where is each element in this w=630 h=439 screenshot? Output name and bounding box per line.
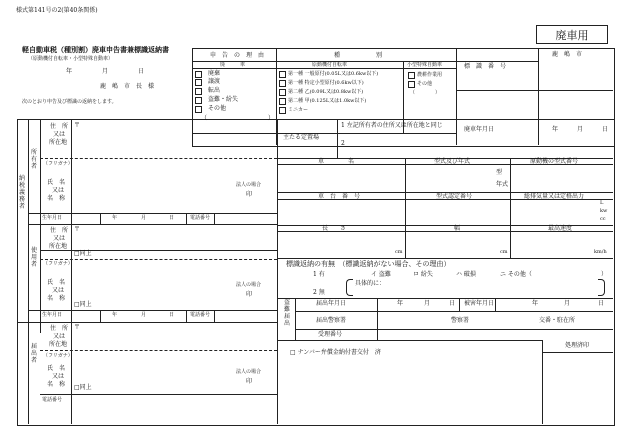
user-name-label-0: 氏 名 xyxy=(47,279,66,286)
reason-option-1: 譲渡 xyxy=(208,78,221,85)
notifier-postal-mark: 〒 xyxy=(74,324,81,331)
stamp-text: 廃車用 xyxy=(555,28,589,42)
reason-close-paren: ） xyxy=(268,115,275,122)
notifier-section-label: 届出者 xyxy=(30,343,37,364)
vehicle-type-header: 型式及び年式 xyxy=(434,158,471,165)
reason-option-0: 廃棄 xyxy=(208,70,221,77)
owner-name-label-2: 名 称 xyxy=(47,195,66,202)
scrap-month: 月 xyxy=(577,126,584,133)
user-seal: 印 xyxy=(246,291,253,298)
damage-day: 日 xyxy=(598,300,605,307)
vehicle-name-header: 車 名 xyxy=(318,158,355,165)
special-checkbox-0[interactable] xyxy=(408,72,415,79)
theft-police-box: 交番・駐在所 xyxy=(539,317,576,324)
disp-unit-cc: cc xyxy=(600,216,606,222)
notifier-address-label-1: 又は xyxy=(53,333,66,340)
user-birth-day: 日 xyxy=(169,312,175,318)
taxpayer-section-label: 納税義務者 xyxy=(18,175,25,210)
moped-header: 原動機付自転車 xyxy=(312,62,348,68)
reason-checkbox-3[interactable] xyxy=(195,97,202,104)
theft-report-year: 年 xyxy=(397,300,404,307)
storage-option-1[interactable]: 2 xyxy=(341,140,345,147)
user-birth-year: 年 xyxy=(112,312,118,318)
owner-address-label-2: 所在地 xyxy=(49,139,68,146)
theft-report-month: 月 xyxy=(424,300,431,307)
damage-date-label: 被害年月日 xyxy=(464,300,495,307)
user-address-label-2: 所在地 xyxy=(49,243,68,250)
theft-police-station: 警察署 xyxy=(451,317,470,324)
owner-name-input[interactable] xyxy=(78,170,228,206)
user-birth-label: 生年月日 xyxy=(42,312,63,318)
form-number: 様式第141号の2(第40条関係) xyxy=(16,7,98,14)
date-month: 月 xyxy=(102,68,109,75)
processing-label: 処理済印 xyxy=(565,342,590,349)
disp-unit-l: L xyxy=(600,200,604,206)
detail-bracket-left xyxy=(346,279,353,296)
user-phone-input[interactable] xyxy=(216,311,275,321)
detail-bracket-right xyxy=(598,279,605,296)
user-address-label-1: 又は xyxy=(53,235,66,242)
reason-checkbox-1[interactable] xyxy=(195,79,202,86)
notifier-address-label-0: 住 所 xyxy=(50,325,69,332)
reason-checkbox-0[interactable] xyxy=(195,71,202,78)
special-option-0: 農耕作業用 xyxy=(417,72,443,78)
reason-open-paren: （ xyxy=(201,115,208,122)
user-birth-month: 月 xyxy=(141,312,147,318)
moped-checkbox-2[interactable] xyxy=(279,89,286,96)
user-furigana-label: （フリガナ） xyxy=(43,261,73,267)
moped-option-0: 第一種 一般原付(0.05L又は0.6kw以下) xyxy=(288,71,379,77)
plate-return-reason-3[interactable]: ニ その他（ xyxy=(500,271,532,278)
theft-report-date-label: 届出年月日 xyxy=(316,300,347,307)
reason-sub-header: 廃 車 xyxy=(220,62,246,68)
theft-report-day: 日 xyxy=(449,300,456,307)
owner-address-input[interactable] xyxy=(78,136,268,154)
notifier-seal: 印 xyxy=(246,378,253,385)
category-header: 種 別 xyxy=(334,52,383,59)
displacement-label: 総排気量又は定格出力 xyxy=(524,193,585,200)
user-name-label-2: 名 称 xyxy=(47,295,66,302)
plate-return-reason-1[interactable]: ロ 紛失 xyxy=(413,271,433,278)
engine-type-input[interactable] xyxy=(512,165,611,191)
date-day: 日 xyxy=(138,68,145,75)
user-seal-note: 法人の場合 xyxy=(236,282,262,288)
width-unit: cm xyxy=(500,249,508,255)
length-unit: cm xyxy=(395,249,403,255)
engine-type-header: 原動機の型式番号 xyxy=(530,158,579,165)
moped-checkbox-1[interactable] xyxy=(279,80,286,87)
owner-seal: 印 xyxy=(246,191,253,198)
disp-unit-kw: kw xyxy=(600,208,608,214)
moped-checkbox-3[interactable] xyxy=(279,98,286,105)
owner-name-label-1: 又は xyxy=(52,187,65,194)
owner-furigana-label: （フリガナ） xyxy=(43,161,73,167)
plate-return-reason-2[interactable]: ハ 破損 xyxy=(456,271,476,278)
user-label: 使用者 xyxy=(30,247,37,268)
special-paren: （ ） xyxy=(410,90,441,96)
vehicle-type-unit: 型 xyxy=(496,169,503,176)
owner-birth-year: 年 xyxy=(112,215,118,221)
theft-section-label: 盗難届出 xyxy=(283,299,290,327)
user-name-same[interactable]: □同上 xyxy=(74,301,92,308)
plate-city: 鹿 嶋 市 xyxy=(552,51,583,58)
speed-unit: km/h xyxy=(594,249,607,255)
reason-option-4: その他 xyxy=(208,105,227,112)
plate-label: 標 識 番 号 xyxy=(464,63,507,70)
notifier-name-label-0: 氏 名 xyxy=(47,365,66,372)
owner-postal-mark: 〒 xyxy=(74,122,81,129)
notifier-seal-note: 法人の場合 xyxy=(236,369,262,375)
user-address-same[interactable]: □同上 xyxy=(74,250,92,257)
owner-address-label-0: 住 所 xyxy=(50,123,69,130)
theft-receipt-input[interactable] xyxy=(379,330,540,339)
owner-address-label-1: 又は xyxy=(53,131,66,138)
user-address-label-0: 住 所 xyxy=(50,227,69,234)
theft-police-label: 届出警察署 xyxy=(316,317,347,324)
storage-label: 主たる定置場 xyxy=(283,134,320,141)
vehicle-year-unit: 年式 xyxy=(496,181,509,188)
owner-birth-day: 日 xyxy=(169,215,175,221)
moped-option-3: 第二種 甲(0.125L又は1.0kw以下) xyxy=(288,98,367,104)
scrap-year: 年 xyxy=(552,126,559,133)
storage-option-0[interactable]: 1 左記所有者の住所又は所在地と同じ xyxy=(341,122,443,129)
damage-year: 年 xyxy=(532,300,539,307)
notifier-phone-input[interactable] xyxy=(73,396,273,422)
notifier-furigana-label: （フリガナ） xyxy=(43,353,73,359)
stamp-box xyxy=(536,25,608,44)
moped-option-2: 第二種 乙(0.09L又は0.8kw以下) xyxy=(288,89,364,95)
plate-return-detail: 具体的に： xyxy=(355,280,386,287)
special-checkbox-1[interactable] xyxy=(408,81,415,88)
number-plate-fee-checkbox[interactable]: □ ナンバー弁償金納付書交付 済 xyxy=(290,349,381,356)
form-subtitle: （原動機付自転車・小型特殊自動車） xyxy=(28,56,114,62)
special-option-1: その他 xyxy=(417,81,433,87)
plate-return-no[interactable]: 2 無 xyxy=(313,289,325,296)
owner-seal-note: 法人の場合 xyxy=(236,182,262,188)
scrap-day: 日 xyxy=(602,126,609,133)
user-name-label-1: 又は xyxy=(52,287,65,294)
max-speed-label: 最高速度 xyxy=(548,225,573,232)
frame-number-label: 車 台 番 号 xyxy=(318,193,361,200)
reason-header: 申 告 の 理 由 xyxy=(210,52,265,59)
owner-birth-month: 月 xyxy=(141,215,147,221)
plate-return-title: 標識返納の有無 （標識返納がない場合、その理由） xyxy=(286,260,451,268)
user-postal-mark: 〒 xyxy=(74,226,81,233)
damage-month: 月 xyxy=(564,300,571,307)
width-label: 幅 xyxy=(454,225,461,232)
special-header: 小型特殊自動車 xyxy=(407,62,443,68)
date-year: 年 xyxy=(66,68,73,75)
frame-number-input[interactable] xyxy=(279,200,403,224)
vehicle-name-input[interactable] xyxy=(279,165,403,191)
notifier-same[interactable]: □同上 xyxy=(74,384,92,391)
reason-checkbox-2[interactable] xyxy=(195,88,202,95)
owner-phone-label: 電話番号 xyxy=(190,215,211,221)
moped-checkbox-0[interactable] xyxy=(279,71,286,78)
length-label: 長 さ xyxy=(322,225,347,232)
scrap-date-label: 廃車年月日 xyxy=(464,126,495,133)
reason-checkbox-4[interactable] xyxy=(195,106,202,113)
theft-receipt-label: 受理番号 xyxy=(318,331,343,338)
statement: 次のとおり申告及び標識の返納をします。 xyxy=(22,99,117,105)
addressee: 鹿 嶋 市 長 様 xyxy=(100,83,155,90)
notifier-name-label-2: 名 称 xyxy=(47,381,66,388)
plate-return-close-paren: ） xyxy=(601,271,608,278)
reason-option-2: 転出 xyxy=(208,87,221,94)
owner-birth-label: 生年月日 xyxy=(42,215,63,221)
owner-phone-input[interactable] xyxy=(216,214,275,223)
moped-option-1: 第一種 特定小型原付(0.6kw以下) xyxy=(288,80,364,86)
approval-number-label: 型式認定番号 xyxy=(436,193,473,200)
plate-return-reason-0[interactable]: イ 盗難 xyxy=(371,271,391,278)
owner-name-label-0: 氏 名 xyxy=(47,179,66,186)
notifier-address-label-2: 所在地 xyxy=(49,341,68,348)
moped-checkbox-4[interactable] xyxy=(279,107,286,114)
notifier-name-label-1: 又は xyxy=(52,373,65,380)
plate-return-yes[interactable]: 1 有 xyxy=(313,271,325,278)
owner-label: 所有者 xyxy=(30,149,37,170)
user-phone-label: 電話番号 xyxy=(190,312,211,318)
notifier-phone-label: 電話番号 xyxy=(42,397,63,403)
form-title: 軽自動車税（種別割）廃車申告書兼標識返納書 xyxy=(22,45,169,54)
moped-option-4: ミニカー xyxy=(288,107,309,113)
reason-option-3: 盗難・紛失 xyxy=(208,96,239,103)
